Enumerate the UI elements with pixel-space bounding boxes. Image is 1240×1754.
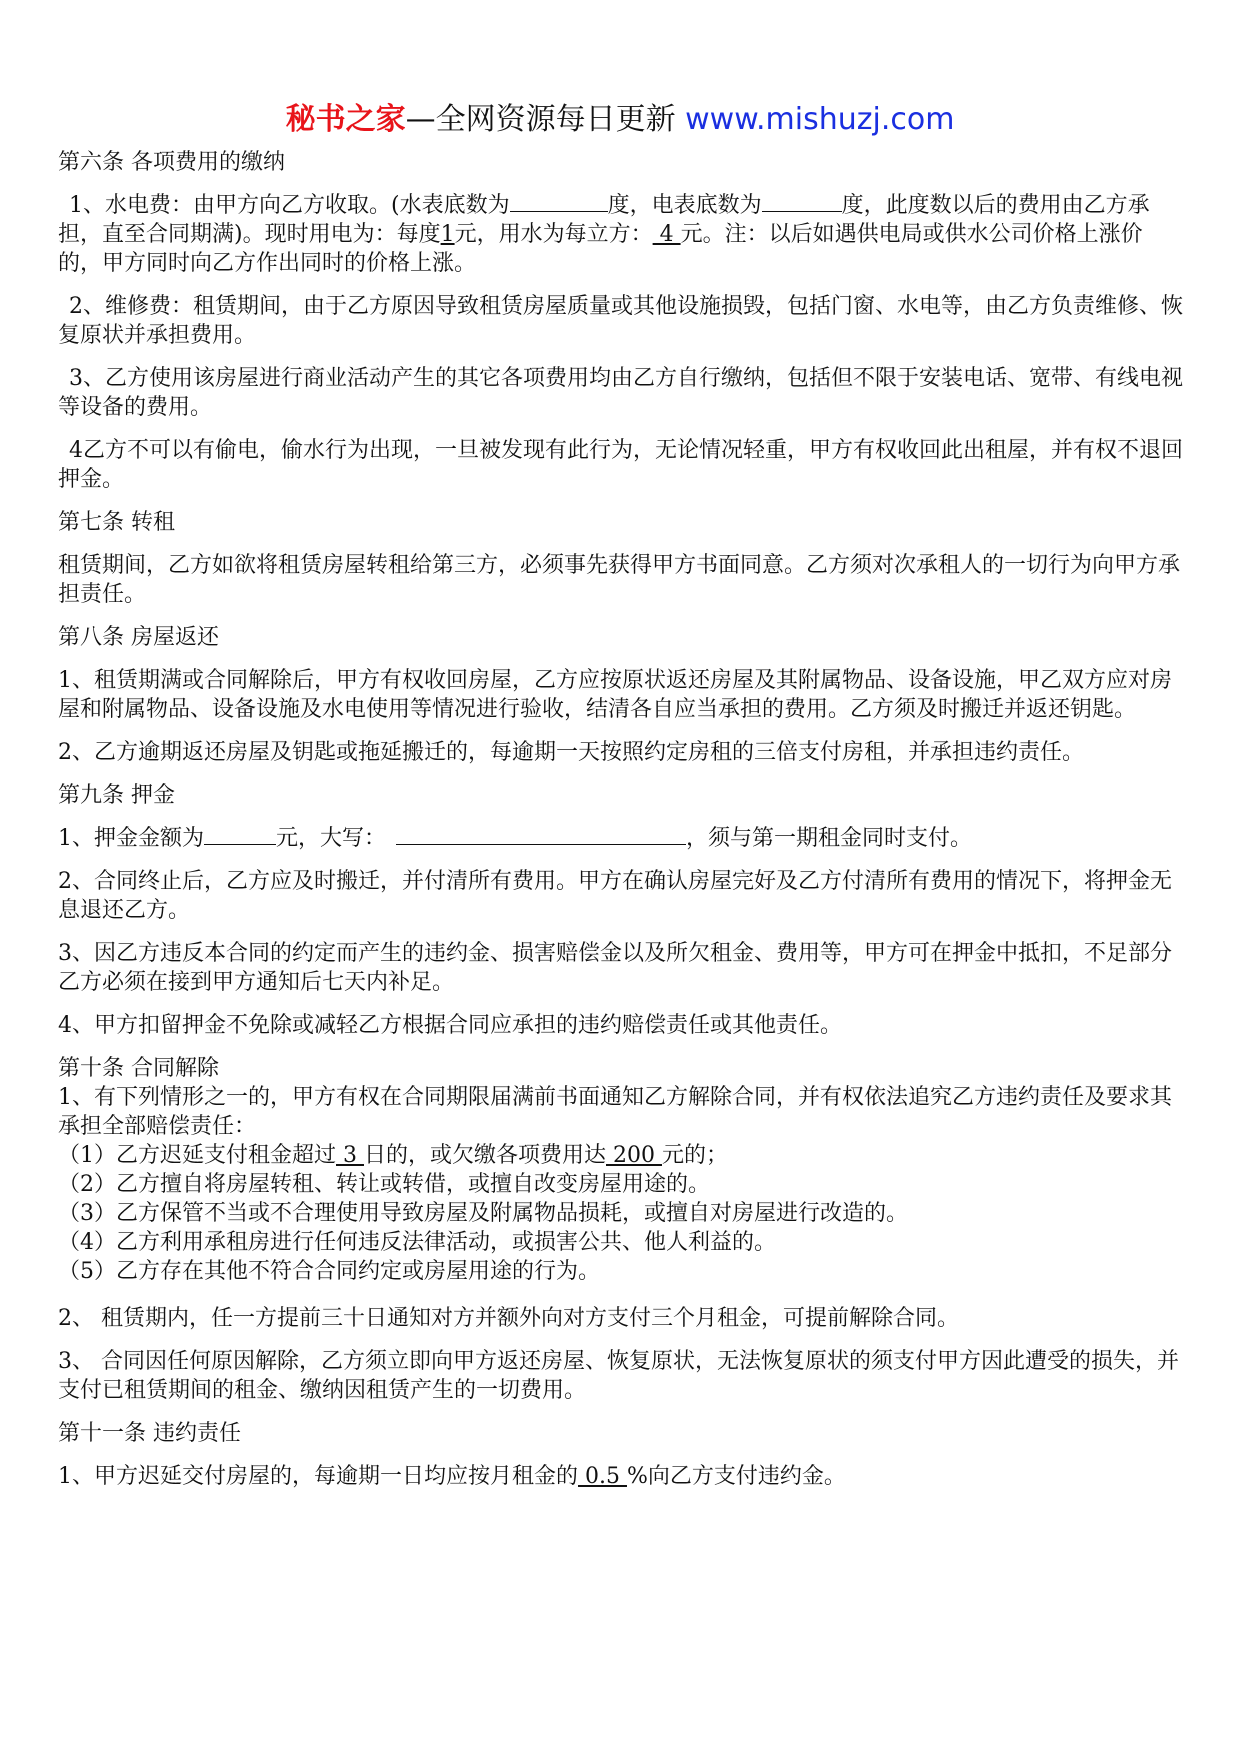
water-price: 4	[652, 222, 681, 247]
electric-meter-blank[interactable]	[762, 191, 842, 212]
article-9-clause-1	[58, 824, 1183, 853]
overdue-days: 3	[336, 1143, 364, 1168]
clause-text: 元，大写：	[276, 826, 387, 851]
page-header	[0, 100, 1240, 140]
water-meter-blank[interactable]	[510, 191, 608, 212]
article-11-clause-1	[58, 1462, 1183, 1491]
article-7-title: 第七条 转租	[58, 510, 175, 535]
article-10-item-2: （2）乙方擅自将房屋转租、转让或转借，或擅自改变房屋用途的。	[58, 1172, 710, 1197]
overdue-amount: 200	[606, 1143, 662, 1168]
article-8-clause-1: 1、租赁期满或合同解除后，甲方有权收回房屋，乙方应按原状返还房屋及其附属物品、设备设施，甲乙双方应对房屋和附属物品、设备设施及水电使用等情况进行验收，结清各自应当承担的费用。乙方须及时搬迁并返还钥匙。	[58, 668, 1173, 722]
article-8-clause-2: 2、乙方逾期返还房屋及钥匙或拖延搬迁的，每逾期一天按照约定房租的三倍支付房租，并承担违约责任。	[58, 740, 1085, 765]
article-6-title: 第六条 各项费用的缴纳	[58, 150, 285, 175]
clause-text: 元，用水为每立方：	[454, 222, 653, 247]
article-11-title: 第十一条 违约责任	[58, 1421, 241, 1446]
clause-text: （1）乙方迟延支付租金超过	[58, 1143, 336, 1168]
article-9-clause-3: 3、因乙方违反本合同的约定而产生的违约金、损害赔偿金以及所欠租金、费用等，甲方可在押金中抵扣，不足部分乙方必须在接到甲方通知后七天内补足。	[58, 941, 1173, 995]
article-6-clause-2: 2、维修费：租赁期间，由于乙方原因导致租赁房屋质量或其他设施损毁，包括门窗、水电等，由乙方负责维修、恢复原状并承担费用。	[58, 294, 1184, 348]
deposit-amount-words-blank[interactable]	[396, 824, 686, 845]
clause-text: 1、押金金额为	[58, 826, 204, 851]
header-site-link[interactable]: www.mishuzj.com	[685, 102, 955, 137]
clause-text: 度，此度数以后的费用由乙方承担，直至合同期满)。现时用电为：每度	[58, 193, 1150, 247]
clause-text: 元的；	[661, 1143, 728, 1168]
article-10-clause-1: 1、有下列情形之一的，甲方有权在合同期限届满前书面通知乙方解除合同，并有权依法追究乙方违约责任及要求其承担全部赔偿责任：	[58, 1085, 1173, 1139]
article-7-clause-1: 租赁期间，乙方如欲将租赁房屋转租给第三方，必须事先获得甲方书面同意。乙方须对次承租人的一切行为向甲方承担责任。	[58, 553, 1181, 607]
clause-text: 元。注：以后如遇供电局或供水公司价格上涨价的，甲方同时向乙方作出同时的价格上涨。	[58, 222, 1143, 276]
clause-text: 度，电表底数为	[607, 193, 762, 218]
contract-body	[58, 148, 1183, 1505]
article-10-item-3: （3）乙方保管不当或不合理使用导致房屋及附属物品损耗，或擅自对房屋进行改造的。	[58, 1201, 908, 1226]
header-slogan: —全网资源每日更新	[405, 102, 676, 137]
clause-text: ，须与第一期租金同时支付。	[686, 826, 973, 851]
clause-text: 日的，或欠缴各项费用达	[363, 1143, 606, 1168]
article-6-clause-4: 4乙方不可以有偷电，偷水行为出现，一旦被发现有此行为，无论情况轻重，甲方有权收回此出租屋，并有权不退回押金。	[58, 438, 1184, 492]
article-9-clause-4: 4、甲方扣留押金不免除或减轻乙方根据合同应承担的违约赔偿责任或其他责任。	[58, 1013, 842, 1038]
clause-text: 1、甲方迟延交付房屋的，每逾期一日均应按月租金的	[58, 1464, 578, 1489]
article-10-item-5: （5）乙方存在其他不符合合同约定或房屋用途的行为。	[58, 1259, 600, 1284]
electricity-price: 1	[440, 222, 455, 247]
clause-text: 1、水电费：由甲方向乙方收取。(水表底数为	[69, 193, 510, 218]
penalty-rate: 0.5	[578, 1464, 627, 1489]
article-10-clause-3: 3、 合同因任何原因解除，乙方须立即向甲方返还房屋、恢复原状，无法恢复原状的须支付甲方因此遭受的损失，并支付已租赁期间的租金、缴纳因租赁产生的一切费用。	[58, 1349, 1179, 1403]
clause-text: %向乙方支付违约金。	[626, 1464, 846, 1489]
article-10-title: 第十条 合同解除	[58, 1056, 219, 1081]
article-9-title: 第九条 押金	[58, 783, 175, 808]
article-10-item-1	[58, 1141, 1183, 1170]
article-6-clause-1	[58, 191, 1183, 278]
article-9-clause-2: 2、合同终止后，乙方应及时搬迁，并付清所有费用。甲方在确认房屋完好及乙方付清所有费用的情况下，将押金无息退还乙方。	[58, 869, 1173, 923]
article-8-title: 第八条 房屋返还	[58, 625, 219, 650]
article-10-clause-2: 2、 租赁期内，任一方提前三十日通知对方并额外向对方支付三个月租金，可提前解除合同。	[58, 1306, 959, 1331]
deposit-amount-blank[interactable]	[204, 824, 276, 845]
article-10-item-4: （4）乙方利用承租房进行任何违反法律活动，或损害公共、他人利益的。	[58, 1230, 776, 1255]
article-6-clause-3: 3、乙方使用该房屋进行商业活动产生的其它各项费用均由乙方自行缴纳，包括但不限于安装电话、宽带、有线电视等设备的费用。	[58, 366, 1184, 420]
header-brand: 秘书之家	[285, 102, 406, 137]
